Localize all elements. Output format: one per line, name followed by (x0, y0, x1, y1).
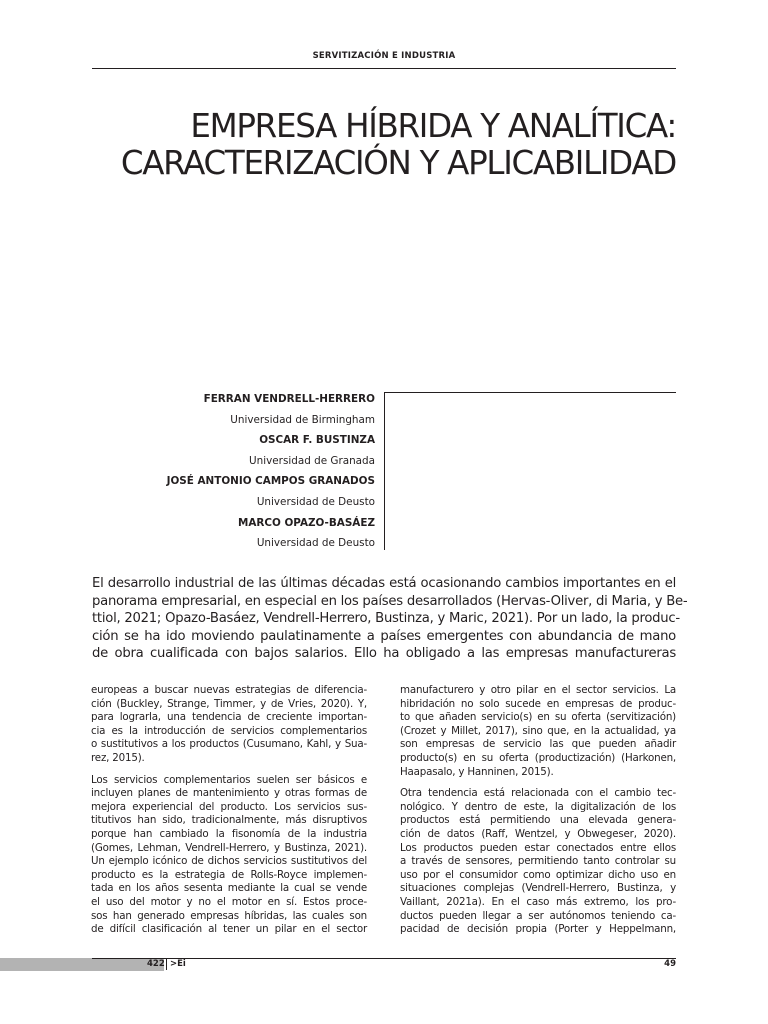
body-line: a través de sensores, permitiendo tanto controlar su (400, 855, 676, 868)
body-line: Un ejemplo icónico de dichos servicios sustitutivos del (91, 855, 367, 868)
body-line: hibridación no solo sucede en empresas de produc- (400, 697, 676, 710)
body-line: mejora experiencial del producto. Los servicios sus- (91, 800, 367, 813)
body-line: titutivos han sido, tradicionalmente, más disruptivos (91, 814, 367, 827)
author-affiliation: Universidad de Granada (249, 454, 375, 467)
article-title (121, 108, 676, 182)
body-line: ductos pueden llegar a ser autónomos teniendo ca- (400, 909, 676, 922)
body-line: situaciones complejas (Vendrell-Herrero, Bustinza, y (400, 882, 676, 895)
author-name: MARCO OPAZO-BASÁEZ (238, 516, 375, 529)
lead-paragraph (92, 575, 688, 663)
section-header: SERVITIZACIÓN E INDUSTRIA (312, 51, 456, 61)
body-line: cia es la introducción de servicios complementarios (91, 724, 367, 737)
lead-line: ttiol, 2021; Opazo-Basáez, Vendrell-Herrero, Bustinza, y Maric, 2021). Por un lado, la produc- (92, 611, 680, 626)
body-line: Vaillant, 2021a). En el caso más extremo, los pro- (400, 895, 676, 908)
body-line: Los productos pueden estar conectados entre ellos (400, 841, 676, 854)
body-line: ción de datos (Raff, Wentzel, y Obwegeser, 2020). (400, 827, 676, 840)
lead-line: ción se ha ido moviendo paulatinamente a países emergentes con abundancia de mano (92, 628, 676, 644)
body-line: pacidad de decisión propia (Porter y Heppelmann, (400, 923, 676, 936)
body-line: tada en los años sesenta mediante la cual se vende (91, 882, 367, 895)
author-affiliation: Universidad de Birmingham (230, 413, 375, 426)
body-line: sos han generado empresas híbridas, las cuales son (91, 909, 367, 922)
body-line: to que añaden servicio(s) en su oferta (servitización) (400, 711, 676, 724)
body-line: incluyen planes de mantenimiento y otras formas de (91, 787, 367, 800)
title-line-2: CARACTERIZACIÓN Y APLICABILIDAD (120, 144, 676, 182)
body-line: para lograrla, una tendencia de creciente importan- (91, 711, 367, 724)
author-name: JOSÉ ANTONIO CAMPOS GRANADOS (166, 475, 375, 488)
lead-line: El desarrollo industrial de las últimas décadas está ocasionando cambios importantes en el (92, 576, 676, 591)
page-number-left: 422 (147, 959, 165, 969)
body-line: (Gomes, Lehman, Vendrell-Herrero, y Bustinza, 2021). (91, 841, 367, 854)
body-column-left (91, 684, 367, 945)
journal-name: >Ei (170, 959, 186, 969)
body-line: Haapasalo, y Hanninen, 2015). (400, 765, 554, 778)
body-line: manufacturero y otro pilar en el sector servicios. La (400, 684, 676, 696)
lead-line: panorama empresarial, en especial en los países desarrollados (Hervas-Oliver, di Maria, y Be- (92, 593, 688, 609)
body-line: de difícil clasificación al tener un pilar en el sector (91, 923, 367, 936)
body-line: ción (Buckley, Strange, Timmer, y de Vries, 2020). Y, (91, 697, 367, 710)
body-line: productos está permitiendo una elevada genera- (400, 814, 676, 827)
footer-separator (166, 959, 167, 970)
body-line: rez, 2015). (91, 751, 145, 764)
body-paragraph (400, 684, 676, 779)
body-line: Otra tendencia está relacionada con el cambio tec- (400, 787, 676, 800)
author-name: FERRAN VENDRELL-HERRERO (203, 393, 375, 405)
body-line: o sustitutivos a los productos (Cusumano, Kahl, y Sua- (91, 738, 367, 751)
body-line: porque han cambiado la fisonomía de la industria (91, 827, 367, 840)
body-paragraph (91, 774, 367, 937)
author-affiliation: Universidad de Deusto (256, 537, 375, 550)
body-line: Los servicios complementarios suelen ser básicos e (91, 773, 367, 786)
author-divider-vertical (384, 392, 385, 550)
author-block (167, 389, 375, 554)
body-line: producto(s) en su oferta (productización) (Harkonen, (400, 751, 676, 764)
author-divider-horizontal (384, 392, 676, 393)
lead-line: de obra cualificada con bajos salarios. Ello ha obligado a las empresas manufactureras (92, 646, 676, 661)
body-paragraph (91, 684, 367, 766)
body-column-right (400, 684, 676, 945)
body-line: nológico. Y dentro de este, la digitalización de los (400, 800, 676, 813)
header-rule (92, 68, 676, 69)
body-line: son empresas de servicio las que pueden añadir (400, 738, 676, 751)
title-line-1: EMPRESA HÍBRIDA Y ANALÍTICA: (190, 107, 676, 145)
author-name: OSCAR F. BUSTINZA (259, 434, 375, 447)
body-line: uso por el consumidor como optimizar dicho uso en (400, 868, 676, 881)
page-number-right: 49 (664, 959, 676, 969)
footer-accent-bar (0, 958, 164, 971)
body-line: europeas a buscar nuevas estrategias de diferencia- (91, 684, 367, 696)
body-line: producto es la estrategia de Rolls-Royce implemen- (91, 868, 367, 881)
body-line: el uso del motor y no el motor en sí. Estos proce- (91, 895, 367, 908)
body-paragraph (400, 787, 676, 937)
author-affiliation: Universidad de Deusto (256, 495, 375, 508)
body-line: (Crozet y Millet, 2017), sino que, en la actualidad, ya (400, 724, 676, 737)
